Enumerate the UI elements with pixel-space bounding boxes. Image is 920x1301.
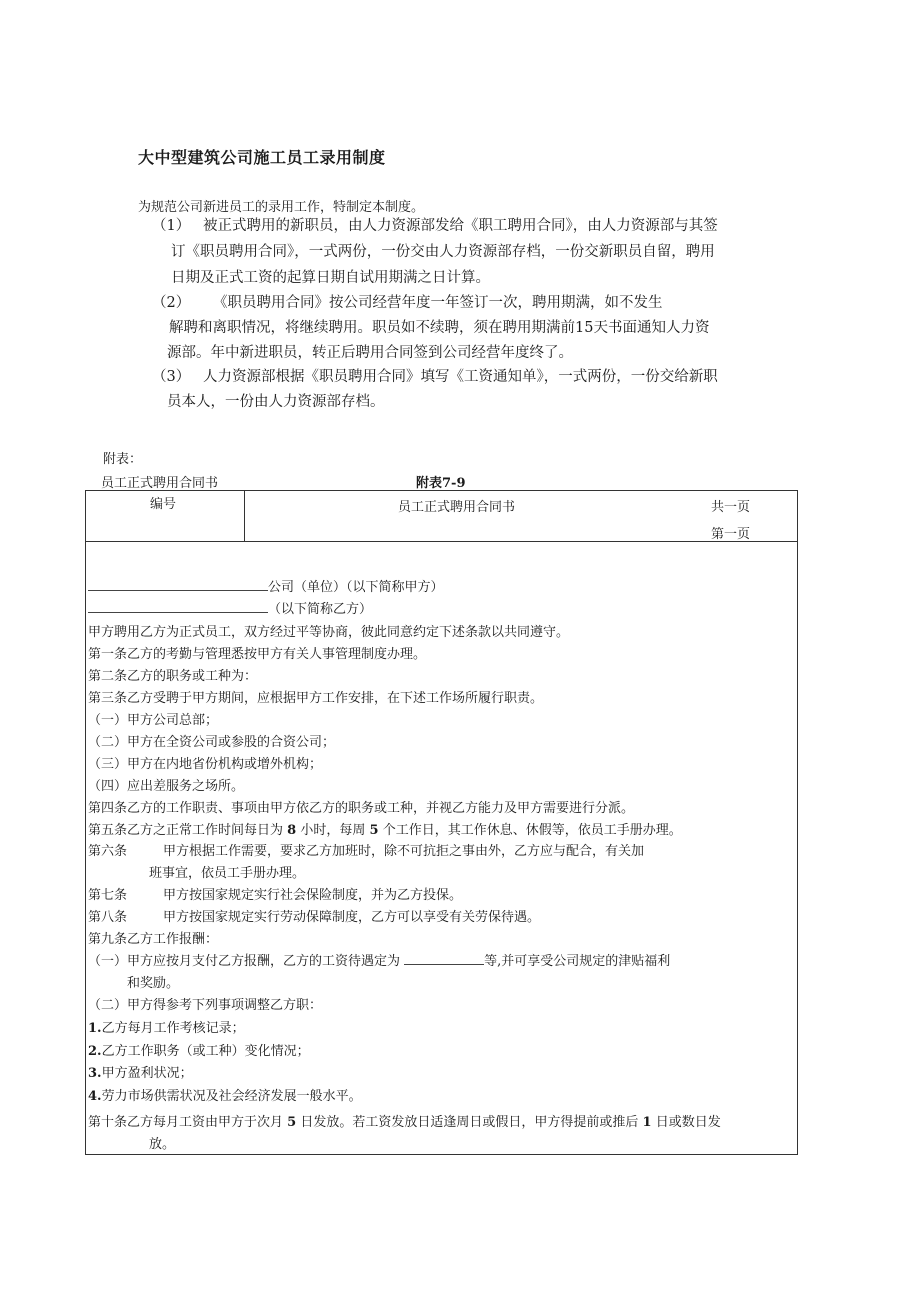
article-5-days: 5 <box>369 823 379 838</box>
section-2-marker: （2） <box>152 295 191 311</box>
table-divider <box>85 541 798 542</box>
intro-text: 为规范公司新进员工的录用工作，特制定本制度。 <box>138 200 425 215</box>
article-10-text: 日发放。若工资发放日适逢周日或假日，甲方得提前或推后 <box>300 1115 639 1130</box>
article-9-item-1 <box>88 950 670 969</box>
list-item-number: 2. <box>88 1044 102 1059</box>
article-5-text: 小时，每周 <box>300 823 366 838</box>
party-b-blank[interactable] <box>88 600 268 613</box>
article-5-hours: 8 <box>287 823 297 838</box>
article-9: 第九条乙方工作报酬： <box>88 932 219 947</box>
article-5 <box>88 819 682 838</box>
page-number: 第一页 <box>711 527 751 542</box>
salary-grade-blank[interactable] <box>404 952 484 965</box>
table-divider <box>244 490 245 542</box>
section-3-line: 员本人，一份由人力资源部存档。 <box>167 394 385 410</box>
list-item-number: 4. <box>88 1089 102 1104</box>
article-8-label: 第八条 <box>88 910 128 925</box>
section-2-line: 解聘和离职情况，将继续聘用。职员如不续聘，须在聘用期满前15天书面通知人力资 <box>169 320 710 336</box>
article-9-item-2: （二）甲方得参考下列事项调整乙方职： <box>88 998 323 1013</box>
article-9-item-1-text: 等,并可享受公司规定的津贴福利 <box>484 954 671 969</box>
article-8-text: 甲方按国家规定实行劳动保障制度，乙方可以享受有关劳保待遇。 <box>163 910 541 925</box>
section-3-line: 人力资源部根据《职员聘用合同》填写《工资通知单》，一式两份，一份交给新职 <box>203 369 718 385</box>
contract-title: 员工正式聘用合同书 <box>398 500 516 515</box>
party-b-suffix: （以下简称乙方） <box>268 602 373 617</box>
party-a-suffix: 公司（单位）（以下简称甲方） <box>268 580 444 595</box>
section-2-line: 源部。年中新进职员，转正后聘用合同签到公司经营年度终了。 <box>167 345 573 361</box>
article-3-item: （四）应出差服务之场所。 <box>88 779 245 794</box>
list-item-number: 1. <box>88 1021 102 1036</box>
article-10-text: 日或数日发 <box>655 1115 721 1130</box>
list-item-number: 3. <box>88 1066 102 1081</box>
list-item <box>88 1017 245 1036</box>
list-item-text: 劳力市场供需状况及社会经济发展一般水平。 <box>101 1089 362 1104</box>
article-10 <box>88 1111 721 1130</box>
article-3: 第三条乙方受聘于甲方期间，应根据甲方工作安排，在下述工作场所履行职责。 <box>88 691 544 706</box>
article-5-text: 个工作日，其工作休息、休假等，依员工手册办理。 <box>382 823 682 838</box>
list-item-text: 乙方工作职务（或工种）变化情况； <box>101 1044 310 1059</box>
article-5-text: 第五条乙方之正常工作时间每日为 <box>88 823 284 838</box>
article-10-continued: 放。 <box>149 1137 176 1152</box>
appendix-name: 员工正式聘用合同书 <box>101 476 219 491</box>
list-item <box>88 1062 193 1081</box>
section-2-line: 《职员聘用合同》按公司经营年度一年签订一次，聘用期满，如不发生 <box>213 295 663 311</box>
article-6-text: 甲方根据工作需要，要求乙方加班时，除不可抗拒之事由外，乙方应与配合，有关加 <box>163 844 645 859</box>
article-7-text: 甲方按国家规定实行社会保险制度，并为乙方投保。 <box>163 888 463 903</box>
number-label: 编号 <box>150 497 177 512</box>
article-2: 第二条乙方的职务或工种为： <box>88 669 258 684</box>
appendix-number: 附表7-9 <box>416 476 466 491</box>
article-6-continued: 班事宜，依员工手册办理。 <box>149 866 306 881</box>
list-item <box>88 1085 362 1104</box>
article-6-label: 第六条 <box>88 844 128 859</box>
article-10-day: 5 <box>287 1115 297 1130</box>
party-a-blank[interactable] <box>88 578 268 591</box>
article-3-item: （三）甲方在内地省份机构或增外机构； <box>88 757 323 772</box>
party-b-line <box>88 598 372 617</box>
page-title: 大中型建筑公司施工员工录用制度 <box>138 148 386 167</box>
section-1-line: 日期及正式工资的起算日期自试用期满之日计算。 <box>171 270 490 286</box>
article-9-item-1-continued: 和奖励。 <box>127 976 180 991</box>
article-1: 第一条乙方的考勤与管理悉按甲方有关人事管理制度办理。 <box>88 647 427 662</box>
section-1-marker: （1） <box>152 218 191 234</box>
list-item <box>88 1040 310 1059</box>
party-a-line <box>88 576 444 595</box>
appendix-label: 附表： <box>103 452 143 467</box>
total-pages: 共一页 <box>711 500 751 515</box>
section-3-marker: （3） <box>152 369 191 385</box>
section-1-line: 被正式聘用的新职员，由人力资源部发给《职工聘用合同》，由人力资源部与其签 <box>203 218 718 234</box>
article-10-offset: 1 <box>642 1115 652 1130</box>
article-10-text: 第十条乙方每月工资由甲方于次月 <box>88 1115 284 1130</box>
article-7-label: 第七条 <box>88 888 128 903</box>
preamble: 甲方聘用乙方为正式员工，双方经过平等协商，彼此同意约定下述条款以共同遵守。 <box>88 625 570 640</box>
section-1-line: 订《职员聘用合同》，一式两份，一份交由人力资源部存档，一份交新职员自留，聘用 <box>171 244 715 260</box>
article-9-item-1-text: （一）甲方应按月支付乙方报酬，乙方的工资待遇定为 <box>88 954 401 969</box>
list-item-text: 甲方盈利状况； <box>101 1066 193 1081</box>
list-item-text: 乙方每月工作考核记录； <box>101 1021 245 1036</box>
article-3-item: （二）甲方在全资公司或参股的合资公司； <box>88 735 336 750</box>
article-3-item: （一）甲方公司总部； <box>88 713 219 728</box>
article-4: 第四条乙方的工作职责、事项由甲方依乙方的职务或工种，并视乙方能力及甲方需要进行分派。 <box>88 801 635 816</box>
